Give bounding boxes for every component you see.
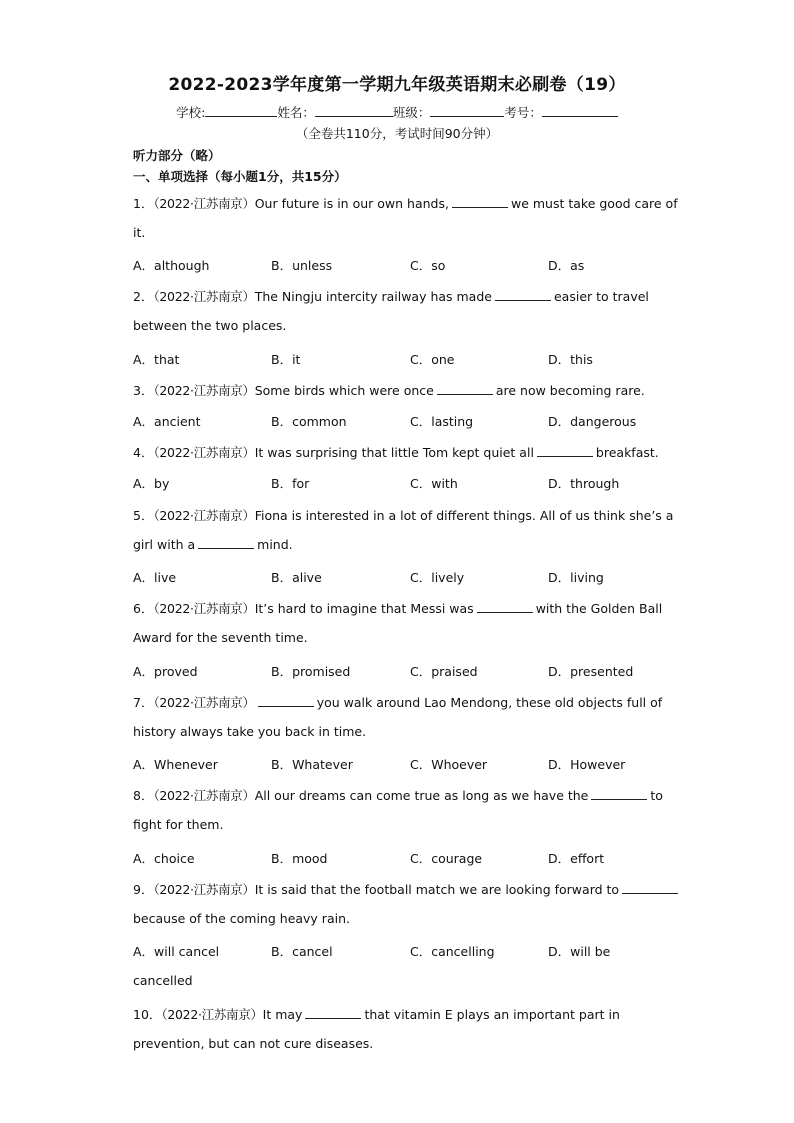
question-5-options: [133, 568, 653, 584]
stem-text: mind.: [257, 537, 293, 552]
option-b[interactable]: B．alive: [271, 570, 322, 585]
option-d[interactable]: D．dangerous: [548, 414, 637, 429]
option-c[interactable]: C．so: [410, 258, 446, 273]
question-4-stem: [133, 443, 659, 461]
question-number: 2．: [133, 289, 154, 304]
exam-no-blank[interactable]: [542, 104, 618, 117]
option-c[interactable]: C．courage: [410, 851, 483, 866]
option-a[interactable]: A．proved: [133, 664, 198, 679]
question-9-option-d-cont: cancelled: [133, 973, 193, 988]
question-1-stem-cont: it.: [133, 225, 146, 240]
option-c[interactable]: C．cancelling: [410, 944, 495, 959]
question-number: 6．: [133, 601, 154, 616]
question-6-stem-cont: Award for the seventh time.: [133, 630, 308, 645]
option-d[interactable]: D．this: [548, 352, 593, 367]
class-label: 班级：: [392, 105, 431, 120]
stem-text: we must take good care of: [510, 196, 678, 211]
page-title: 2022-2023学年度第一学期九年级英语期末必刷卷（19）: [168, 75, 626, 95]
school-blank[interactable]: [205, 104, 277, 117]
question-3-stem: [133, 381, 653, 399]
question-7-stem-cont: history always take you back in time.: [133, 724, 367, 739]
option-c[interactable]: C．praised: [410, 664, 478, 679]
question-5-stem-cont: [133, 537, 653, 552]
answer-blank: [477, 601, 533, 613]
option-c[interactable]: C．Whoever: [410, 757, 488, 772]
question-6-options: [133, 662, 653, 678]
question-2-options: [133, 350, 653, 366]
option-a[interactable]: A．ancient: [133, 414, 201, 429]
option-a[interactable]: A．live: [133, 570, 177, 585]
question-9-stem: [133, 880, 653, 898]
question-2-stem-cont: between the two places.: [133, 318, 287, 333]
option-d[interactable]: D．as: [548, 258, 585, 273]
school-label: 学校:: [176, 105, 206, 120]
option-c[interactable]: C．with: [410, 476, 458, 491]
section-listening: 听力部分（略）: [133, 148, 221, 163]
question-2-stem: [133, 287, 653, 305]
option-a[interactable]: A．will cancel: [133, 944, 220, 959]
question-source: （2022·江苏南京）: [153, 601, 255, 616]
stem-text: Our future is in our own hands,: [254, 196, 449, 211]
option-d[interactable]: D．However: [548, 757, 626, 772]
stem-text: to: [650, 788, 663, 803]
question-number: 9．: [133, 882, 154, 897]
question-10-stem: [133, 1005, 653, 1023]
option-b[interactable]: B．it: [271, 352, 301, 367]
stem-text: easier to travel: [553, 289, 649, 304]
exam-note: （全卷共110分，考试时间90分钟）: [295, 126, 499, 141]
option-d[interactable]: D．through: [548, 476, 620, 491]
question-number: 1．: [133, 196, 154, 211]
exam-no-label: 考号：: [504, 105, 542, 120]
answer-blank: [622, 882, 678, 894]
option-a[interactable]: A．that: [133, 352, 180, 367]
option-b[interactable]: B．cancel: [271, 944, 333, 959]
option-d[interactable]: D．living: [548, 570, 604, 585]
stem-text: that vitamin E plays an important part in: [364, 1007, 620, 1022]
option-b[interactable]: B．common: [271, 414, 347, 429]
question-3-options: [133, 412, 653, 428]
question-source: （2022·江苏南京）: [153, 882, 255, 897]
stem-text: Fiona is interested in a lot of different things. All of us think she’s a: [254, 508, 674, 523]
question-number: 3．: [133, 383, 154, 398]
option-c[interactable]: C．lasting: [410, 414, 474, 429]
answer-blank: [258, 695, 314, 707]
stem-text: girl with a: [133, 537, 196, 552]
question-9-options: [133, 942, 653, 958]
question-source: （2022·江苏南京）: [153, 289, 255, 304]
option-c[interactable]: C．one: [410, 352, 455, 367]
question-number: 4．: [133, 445, 154, 460]
stem-text: It is said that the football match we are looking forward to: [254, 882, 620, 897]
question-source: （2022·江苏南京）: [153, 445, 255, 460]
question-8-stem-cont: fight for them.: [133, 817, 224, 832]
answer-blank: [537, 445, 593, 457]
answer-blank: [591, 788, 647, 800]
question-number: 10．: [133, 1007, 162, 1022]
question-5-stem: [133, 506, 674, 524]
question-1-stem: [133, 194, 678, 212]
question-source: （2022·江苏南京）: [161, 1007, 263, 1022]
question-4-options: [133, 474, 653, 490]
question-6-stem: [133, 599, 663, 617]
answer-blank: [437, 383, 493, 395]
option-a[interactable]: A．Whenever: [133, 757, 218, 772]
stem-text: It’s hard to imagine that Messi was: [254, 601, 474, 616]
question-10-stem-cont: prevention, but can not cure diseases.: [133, 1036, 374, 1051]
option-b[interactable]: B．for: [271, 476, 310, 491]
section-single-choice: 一、单项选择（每小题1分，共15分）: [133, 169, 347, 184]
option-d[interactable]: D．effort: [548, 851, 605, 866]
question-7-stem: [133, 693, 663, 711]
option-b[interactable]: B．unless: [271, 258, 333, 273]
stem-text: The Ningju intercity railway has made: [254, 289, 492, 304]
option-c[interactable]: C．lively: [410, 570, 465, 585]
answer-blank: [452, 196, 508, 208]
option-a[interactable]: A．by: [133, 476, 170, 491]
stem-text: with the Golden Ball: [535, 601, 663, 616]
stem-text: you walk around Lao Mendong, these old objects full of: [316, 695, 663, 710]
question-source: （2022·江苏南京）: [153, 508, 255, 523]
question-7-options: [133, 755, 653, 771]
answer-blank: [198, 537, 254, 549]
question-8-stem: [133, 786, 663, 804]
class-blank[interactable]: [430, 104, 504, 117]
option-d[interactable]: D．will be: [548, 944, 611, 959]
option-a[interactable]: A．choice: [133, 851, 195, 866]
question-1-options: [133, 256, 653, 272]
question-source: （2022·江苏南京）: [153, 695, 255, 710]
option-b[interactable]: B．mood: [271, 851, 328, 866]
question-8-options: [133, 849, 653, 865]
question-number: 5．: [133, 508, 154, 523]
option-b[interactable]: B．promised: [271, 664, 351, 679]
stem-text: It may: [262, 1007, 303, 1022]
stem-text: All our dreams can come true as long as we have the: [254, 788, 589, 803]
stem-text: Some birds which were once: [254, 383, 434, 398]
question-number: 8．: [133, 788, 154, 803]
option-a[interactable]: A．although: [133, 258, 210, 273]
option-b[interactable]: B．Whatever: [271, 757, 353, 772]
name-label: 姓名：: [277, 105, 315, 120]
answer-blank: [305, 1007, 361, 1019]
student-info-line: [0, 103, 794, 121]
option-d[interactable]: D．presented: [548, 664, 634, 679]
stem-text: are now becoming rare.: [495, 383, 645, 398]
question-number: 7．: [133, 695, 154, 710]
answer-blank: [495, 289, 551, 301]
question-source: （2022·江苏南京）: [153, 383, 255, 398]
question-source: （2022·江苏南京）: [153, 788, 255, 803]
question-source: （2022·江苏南京）: [153, 196, 255, 211]
stem-text: breakfast.: [595, 445, 659, 460]
stem-text: It was surprising that little Tom kept quiet all: [254, 445, 534, 460]
question-9-stem-cont: because of the coming heavy rain.: [133, 911, 350, 926]
name-blank[interactable]: [315, 104, 393, 117]
